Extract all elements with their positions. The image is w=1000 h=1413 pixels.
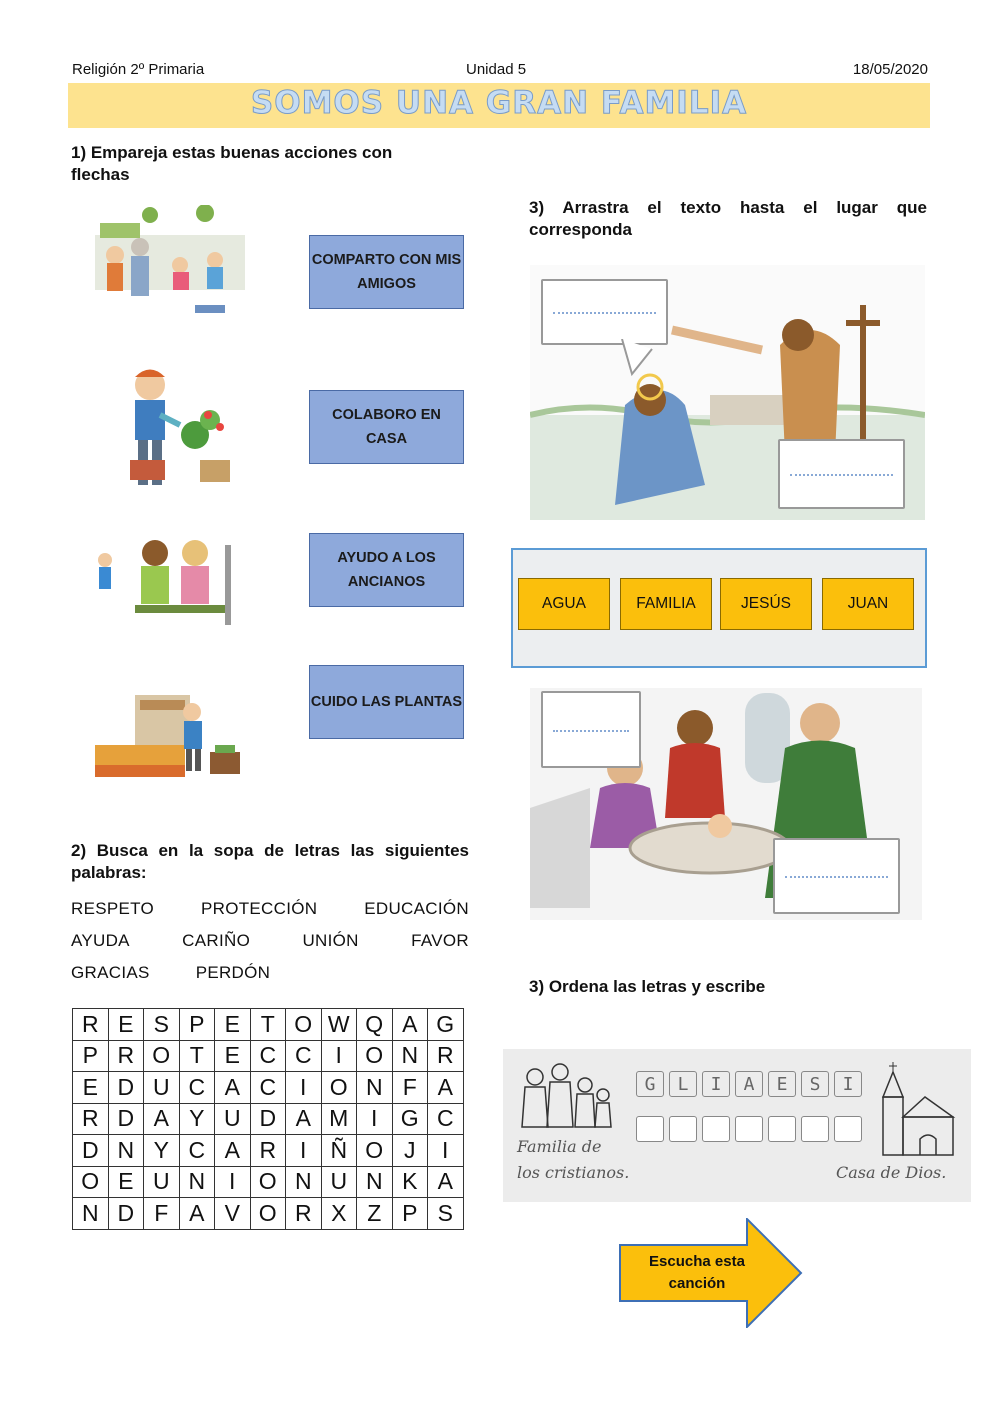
action-box-help-elders[interactable]: AYUDO A LOS ANCIANOS	[309, 533, 464, 607]
word-search-cell[interactable]: S	[428, 1198, 464, 1230]
word-search-row	[73, 1198, 464, 1230]
word-search-cell[interactable]: Ñ	[321, 1135, 357, 1167]
answer-slot[interactable]	[768, 1116, 796, 1142]
word-item: GRACIAS	[71, 963, 150, 982]
word-item: EDUCACIÓN	[364, 899, 469, 918]
word-search-row	[73, 1072, 464, 1104]
word-search-row	[73, 1009, 464, 1041]
word-search-cell[interactable]: O	[286, 1009, 322, 1041]
word-item: UNIÓN	[302, 931, 359, 950]
speech-pointer-icon	[612, 339, 662, 384]
scrambled-letter: L	[669, 1071, 697, 1097]
word-search-cell[interactable]: E	[215, 1009, 251, 1041]
church-icon	[875, 1057, 957, 1162]
word-search-cell[interactable]: I	[357, 1103, 393, 1135]
word-search-cell[interactable]: P	[179, 1009, 215, 1041]
word-search-cell[interactable]: F	[392, 1072, 428, 1104]
section3-heading-text: 3) Arrastra el texto hasta el lugar que corresponda	[529, 198, 927, 239]
word-search-cell[interactable]: U	[144, 1072, 180, 1104]
chip-jesus[interactable]: JESÚS	[720, 578, 812, 630]
word-search-cell[interactable]: U	[215, 1103, 251, 1135]
action-box-share[interactable]: COMPARTO CON MIS AMIGOS	[309, 235, 464, 309]
chip-familia[interactable]: FAMILIA	[620, 578, 712, 630]
word-item: RESPETO	[71, 899, 155, 918]
word-search-cell[interactable]: N	[73, 1198, 109, 1230]
section2-heading	[71, 840, 469, 884]
word-search-cell[interactable]: Z	[357, 1198, 393, 1230]
page-title: SOMOS UNA GRAN FAMILIA	[250, 85, 748, 121]
word-search-cell[interactable]: I	[286, 1135, 322, 1167]
watering-plants-illustration	[100, 365, 250, 490]
word-search-cell[interactable]: N	[357, 1072, 393, 1104]
word-search-cell[interactable]: D	[108, 1198, 144, 1230]
word-search-cell[interactable]: I	[215, 1166, 251, 1198]
word-list-row-2	[71, 931, 469, 951]
word-search-cell[interactable]: E	[108, 1009, 144, 1041]
word-search-cell[interactable]: A	[428, 1072, 464, 1104]
word-search-cell[interactable]: E	[73, 1072, 109, 1104]
family-group-icon	[515, 1057, 615, 1137]
word-search-cell[interactable]: D	[108, 1103, 144, 1135]
word-search-cell[interactable]: U	[321, 1166, 357, 1198]
scrambled-letter: G	[636, 1071, 664, 1097]
word-search-cell[interactable]: O	[357, 1040, 393, 1072]
word-search-cell[interactable]: O	[321, 1072, 357, 1104]
word-search-cell[interactable]: O	[73, 1166, 109, 1198]
title-banner	[68, 83, 930, 128]
answer-slot[interactable]	[702, 1116, 730, 1142]
word-search-cell[interactable]: A	[392, 1009, 428, 1041]
word-search-cell[interactable]: I	[286, 1072, 322, 1104]
word-search-cell[interactable]: A	[215, 1135, 251, 1167]
word-list-row-1	[71, 899, 469, 919]
word-search-cell[interactable]: C	[250, 1040, 286, 1072]
scrambled-letters	[636, 1071, 862, 1097]
unscramble-panel	[503, 1049, 971, 1202]
scrambled-letter: I	[834, 1071, 862, 1097]
word-search-grid	[72, 1008, 464, 1230]
word-search-cell[interactable]: A	[179, 1198, 215, 1230]
answer-slot[interactable]	[735, 1116, 763, 1142]
answer-slot[interactable]	[636, 1116, 664, 1142]
word-search-cell[interactable]: X	[321, 1198, 357, 1230]
word-search-cell[interactable]: U	[144, 1166, 180, 1198]
word-item: AYUDA	[71, 931, 130, 950]
section2-heading-text: 2) Busca en la sopa de letras las siguientes palabras:	[71, 841, 469, 882]
word-search-cell[interactable]: Y	[179, 1103, 215, 1135]
word-item: PERDÓN	[195, 963, 271, 982]
word-search-cell[interactable]: M	[321, 1103, 357, 1135]
word-search-cell[interactable]: D	[108, 1072, 144, 1104]
helping-elders-illustration	[85, 535, 245, 635]
word-search-row	[73, 1135, 464, 1167]
word-search-cell[interactable]: A	[286, 1103, 322, 1135]
word-search-cell[interactable]: P	[73, 1040, 109, 1072]
word-search-cell[interactable]: R	[108, 1040, 144, 1072]
word-search-cell[interactable]: O	[144, 1040, 180, 1072]
word-search-cell[interactable]: A	[215, 1072, 251, 1104]
room-illustration	[90, 690, 248, 785]
caption-family-line2: los cristianos.	[517, 1163, 630, 1182]
word-item: FAVOR	[411, 931, 469, 950]
word-search-cell[interactable]: O	[357, 1135, 393, 1167]
word-search-cell[interactable]: N	[392, 1040, 428, 1072]
word-search-cell[interactable]: R	[250, 1135, 286, 1167]
word-search-cell[interactable]: G	[392, 1103, 428, 1135]
word-search-cell[interactable]: I	[321, 1040, 357, 1072]
word-search-cell[interactable]: W	[321, 1009, 357, 1041]
song-button[interactable]	[618, 1218, 804, 1328]
word-search-cell[interactable]: R	[286, 1198, 322, 1230]
word-search-cell[interactable]: E	[108, 1166, 144, 1198]
word-item: CARIÑO	[182, 931, 251, 950]
scrambled-letter: S	[801, 1071, 829, 1097]
word-search-row	[73, 1103, 464, 1135]
word-search-cell[interactable]: D	[250, 1103, 286, 1135]
word-search-row	[73, 1166, 464, 1198]
drop-zone-family-top[interactable]	[541, 691, 641, 768]
scrambled-letter: A	[735, 1071, 763, 1097]
header-unit: Unidad 5	[466, 61, 527, 78]
drop-zone-family-bottom[interactable]	[773, 838, 900, 914]
chip-juan[interactable]: JUAN	[822, 578, 914, 630]
word-search-cell[interactable]: Q	[357, 1009, 393, 1041]
chip-agua[interactable]: AGUA	[518, 578, 610, 630]
word-search-cell[interactable]: F	[144, 1198, 180, 1230]
header-subject: Religión 2º Primaria	[72, 61, 205, 78]
caption-family-line1: Familia de	[517, 1137, 602, 1156]
word-search-cell[interactable]: C	[250, 1072, 286, 1104]
word-search-cell[interactable]: I	[428, 1135, 464, 1167]
song-button-label: Escucha esta canción	[649, 1253, 745, 1292]
word-search-cell[interactable]: J	[392, 1135, 428, 1167]
action-box-collaborate[interactable]: COLABORO EN CASA	[309, 390, 464, 464]
word-search-cell[interactable]: G	[428, 1009, 464, 1041]
section1-heading: 1) Empareja estas buenas acciones con flechas	[71, 143, 393, 184]
answer-slot[interactable]	[801, 1116, 829, 1142]
word-list-row-3	[71, 963, 469, 983]
word-search-cell[interactable]: O	[250, 1166, 286, 1198]
drop-zone-bottom-right[interactable]	[778, 439, 905, 509]
sharing-illustration	[85, 205, 250, 320]
word-search-cell[interactable]: R	[73, 1009, 109, 1041]
header-date: 18/05/2020	[852, 61, 928, 78]
word-search-cell[interactable]: S	[144, 1009, 180, 1041]
word-search-cell[interactable]: Y	[144, 1135, 180, 1167]
scrambled-letter: I	[702, 1071, 730, 1097]
answer-slot[interactable]	[669, 1116, 697, 1142]
word-search-cell[interactable]: V	[215, 1198, 251, 1230]
section4-heading: 3) Ordena las letras y escribe	[529, 977, 766, 996]
word-search-cell[interactable]: D	[73, 1135, 109, 1167]
section3-heading	[529, 197, 927, 241]
word-item: PROTECCIÓN	[200, 899, 318, 918]
word-search-cell[interactable]: C	[428, 1103, 464, 1135]
word-search-cell[interactable]: K	[392, 1166, 428, 1198]
word-search-cell[interactable]: T	[250, 1009, 286, 1041]
word-search-cell[interactable]: O	[250, 1198, 286, 1230]
word-search-cell[interactable]: C	[179, 1135, 215, 1167]
word-search-cell[interactable]: T	[179, 1040, 215, 1072]
word-search-row	[73, 1040, 464, 1072]
word-search-cell[interactable]: N	[108, 1135, 144, 1167]
word-search-cell[interactable]: C	[286, 1040, 322, 1072]
word-search-cell[interactable]: N	[286, 1166, 322, 1198]
word-search-cell[interactable]: N	[357, 1166, 393, 1198]
word-search-cell[interactable]: E	[215, 1040, 251, 1072]
answer-slots	[636, 1116, 862, 1142]
answer-slot[interactable]	[834, 1116, 862, 1142]
word-search-cell[interactable]: C	[179, 1072, 215, 1104]
drag-chips-container	[511, 548, 927, 668]
action-box-plants[interactable]: CUIDO LAS PLANTAS	[309, 665, 464, 739]
scrambled-letter: E	[768, 1071, 796, 1097]
word-search-cell[interactable]: A	[428, 1166, 464, 1198]
word-search-cell[interactable]: N	[179, 1166, 215, 1198]
caption-church: Casa de Dios.	[836, 1163, 947, 1182]
word-search-cell[interactable]: R	[73, 1103, 109, 1135]
word-search-cell[interactable]: R	[428, 1040, 464, 1072]
drop-zone-top-left[interactable]	[541, 279, 668, 345]
word-search-cell[interactable]: A	[144, 1103, 180, 1135]
word-search-cell[interactable]: P	[392, 1198, 428, 1230]
